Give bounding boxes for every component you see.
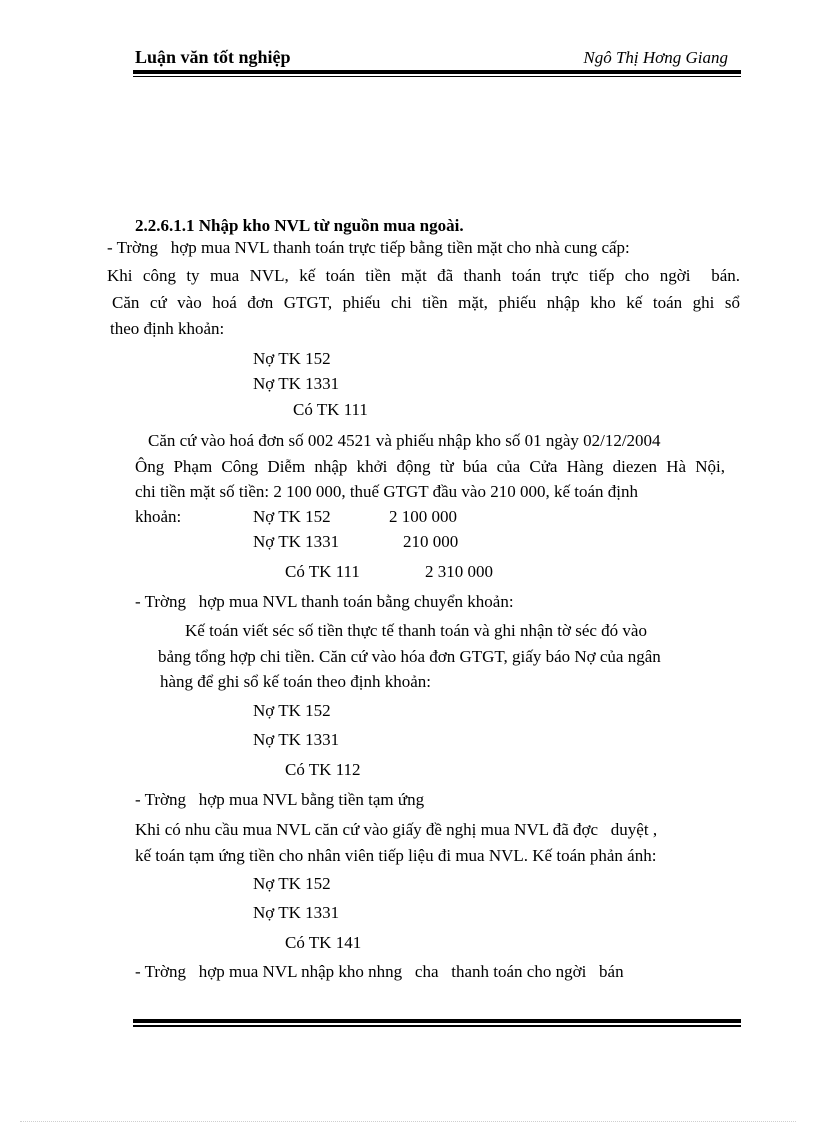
- para3-line2: bảng tổng hợp chi tiền. Căn cứ vào hóa đơn GTGT, giấy báo Nợ của ngân: [158, 647, 661, 666]
- case-cash-title: - Trờng hợp mua NVL thanh toán trực tiếp bằng tiền mặt cho nhà cung cấp:: [107, 238, 630, 257]
- para1-line2: Căn cứ vào hoá đơn GTGT, phiếu chi tiền mặt, phiếu nhập kho kế toán ghi sổ: [112, 293, 740, 312]
- header-author-name: Ngô Thị Hơng Giang: [583, 48, 728, 67]
- entry2-debit-152-amount: 2 100 000: [389, 507, 457, 526]
- entry4-debit-1331: Nợ TK 1331: [253, 903, 340, 922]
- para4-line2: kế toán tạm ứng tiền cho nhân viên tiếp liệu đi mua NVL. Kế toán phản ánh:: [135, 846, 657, 865]
- entry2-debit-152: Nợ TK 152: [253, 507, 331, 526]
- header-rule-thick: [133, 70, 741, 74]
- entry1-debit-152: Nợ TK 152: [253, 349, 331, 368]
- para1-line1: Khi công ty mua NVL, kế toán tiền mặt đã thanh toán trực tiếp cho ngời bán.: [107, 266, 740, 285]
- header-rule-thin: [133, 76, 741, 77]
- entry3-debit-152: Nợ TK 152: [253, 701, 331, 720]
- page-bottom-edge: [20, 1121, 796, 1122]
- entry4-debit-152: Nợ TK 152: [253, 874, 331, 893]
- case-unpaid-title: - Trờng hợp mua NVL nhập kho nhng cha thanh toán cho ngời bán: [135, 962, 624, 981]
- header-thesis-label: Luận văn tốt nghiệp: [135, 47, 291, 67]
- footer-rule-thick: [133, 1019, 741, 1023]
- section-heading: 2.2.6.1.1 Nhập kho NVL từ nguồn mua ngoài.: [135, 216, 464, 235]
- entry4-credit-141: Có TK 141: [285, 933, 362, 952]
- entry2-credit-111-amount: 2 310 000: [425, 562, 493, 581]
- para2-line4-label: khoản:: [135, 507, 182, 526]
- entry3-debit-1331: Nợ TK 1331: [253, 730, 340, 749]
- para3-line3: hàng để ghi sổ kế toán theo định khoản:: [160, 672, 432, 691]
- footer-rule-thin: [133, 1025, 741, 1027]
- para2-line2: Ông Phạm Công Diễm nhập khởi động từ búa của Cửa Hàng diezen Hà Nội,: [135, 457, 725, 476]
- entry1-credit-111: Có TK 111: [293, 400, 368, 419]
- case-advance-title: - Trờng hợp mua NVL bằng tiền tạm ứng: [135, 790, 425, 809]
- para4-line1: Khi có nhu cầu mua NVL căn cứ vào giấy đề nghị mua NVL đã đợc duyệt ,: [135, 820, 658, 839]
- para1-line3: theo định khoản:: [110, 319, 225, 338]
- entry2-credit-111: Có TK 111: [285, 562, 360, 581]
- entry2-debit-1331: Nợ TK 1331: [253, 532, 340, 551]
- case-transfer-title: - Trờng hợp mua NVL thanh toán bằng chuyển khoản:: [135, 592, 514, 611]
- entry2-debit-1331-amount: 210 000: [403, 532, 459, 551]
- entry3-credit-112: Có TK 112: [285, 760, 361, 779]
- para2-line3: chi tiền mặt số tiền: 2 100 000, thuế GTGT đầu vào 210 000, kế toán định: [135, 482, 638, 501]
- para3-line1: Kế toán viết séc số tiền thực tế thanh toán và ghi nhận tờ séc đó vào: [185, 621, 647, 640]
- entry1-debit-1331: Nợ TK 1331: [253, 374, 340, 393]
- para2-line1: Căn cứ vào hoá đơn số 002 4521 và phiếu nhập kho số 01 ngày 02/12/2004: [148, 431, 661, 450]
